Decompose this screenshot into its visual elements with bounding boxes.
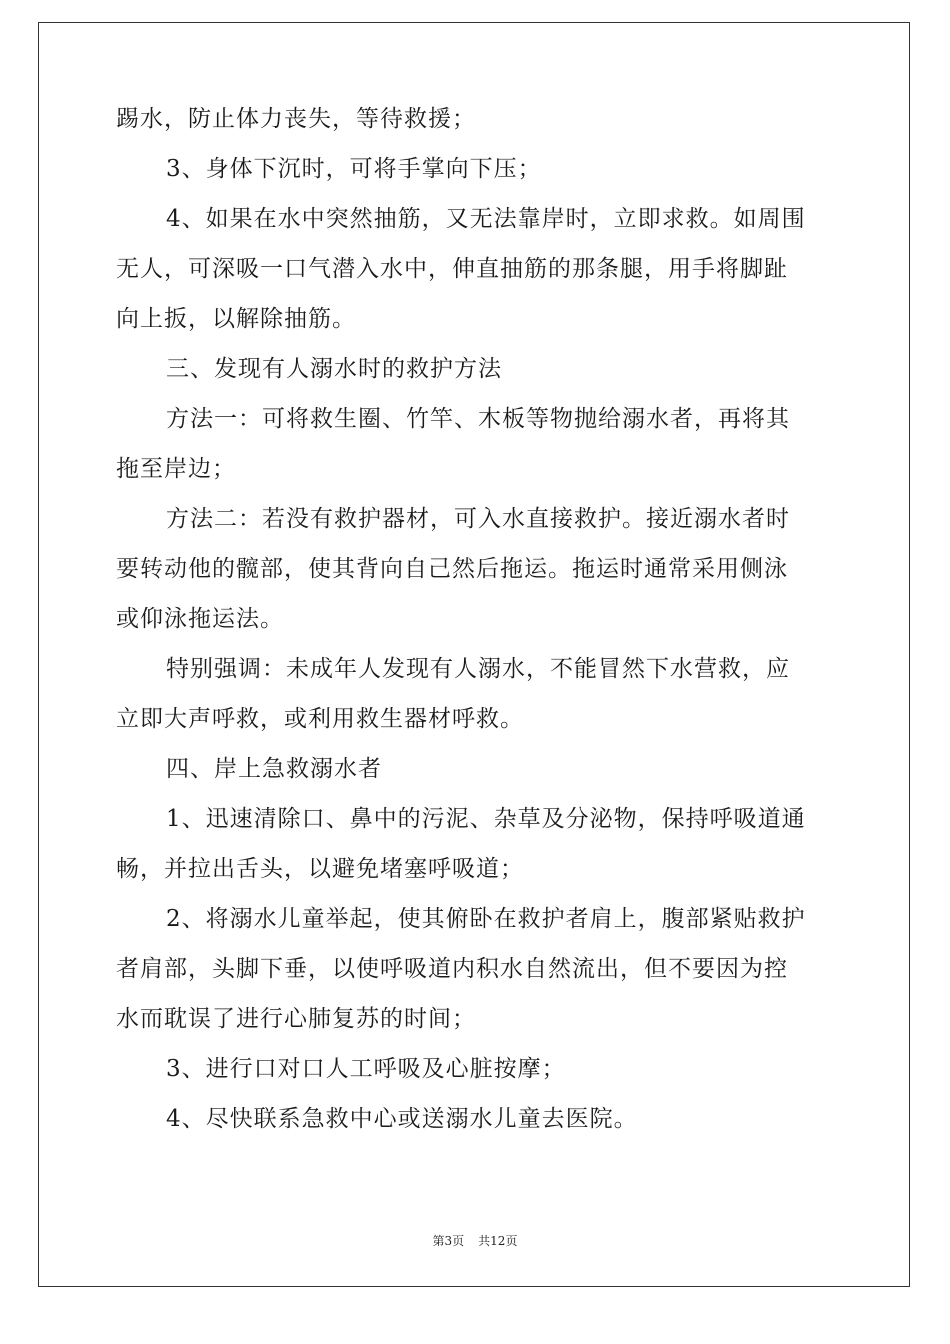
- text-line: 要转动他的髋部，使其背向自己然后拖运。拖运时通常采用侧泳: [116, 556, 788, 582]
- section-heading: 三、发现有人溺水时的救护方法: [166, 356, 502, 382]
- text-line: 水而耽误了进行心肺复苏的时间；: [116, 1006, 476, 1032]
- text-line: 踢水，防止体力丧失，等待救援；: [116, 106, 476, 132]
- text-line: 3、进行口对口人工呼吸及心脏按摩；: [166, 1056, 566, 1082]
- section-heading: 四、岸上急救溺水者: [166, 756, 382, 782]
- text-line: 3、身体下沉时，可将手掌向下压；: [166, 156, 542, 182]
- text-line: 4、如果在水中突然抽筋，又无法靠岸时，立即求救。如周围: [166, 206, 806, 232]
- text-line: 方法二：若没有救护器材，可入水直接救护。接近溺水者时: [166, 506, 790, 532]
- text-line: 1、迅速清除口、鼻中的污泥、杂草及分泌物，保持呼吸道通: [166, 806, 806, 832]
- text-line: 者肩部，头脚下垂，以使呼吸道内积水自然流出，但不要因为控: [116, 956, 788, 982]
- text-line: 拖至岸边；: [116, 456, 236, 482]
- text-line: 立即大声呼救，或利用救生器材呼救。: [116, 706, 524, 732]
- text-line: 方法一：可将救生圈、竹竿、木板等物抛给溺水者，再将其: [166, 406, 790, 432]
- document-text: [116, 94, 844, 1144]
- text-line: 4、尽快联系急救中心或送溺水儿童去医院。: [166, 1106, 638, 1132]
- text-line: 2、将溺水儿童举起，使其俯卧在救护者肩上，腹部紧贴救护: [166, 906, 806, 932]
- text-line: 无人，可深吸一口气潜入水中，伸直抽筋的那条腿，用手将脚趾: [116, 256, 788, 282]
- page-number: 第3页: [432, 1234, 465, 1248]
- page-total: 共12页: [478, 1234, 518, 1248]
- text-line: 或仰泳拖运法。: [116, 606, 284, 632]
- document-body: [116, 94, 844, 1144]
- page-footer: [0, 1232, 950, 1249]
- text-line: 畅，并拉出舌头，以避免堵塞呼吸道；: [116, 856, 524, 882]
- text-line: 向上扳，以解除抽筋。: [116, 306, 356, 332]
- text-line: 特别强调：未成年人发现有人溺水，不能冒然下水营救，应: [166, 656, 790, 682]
